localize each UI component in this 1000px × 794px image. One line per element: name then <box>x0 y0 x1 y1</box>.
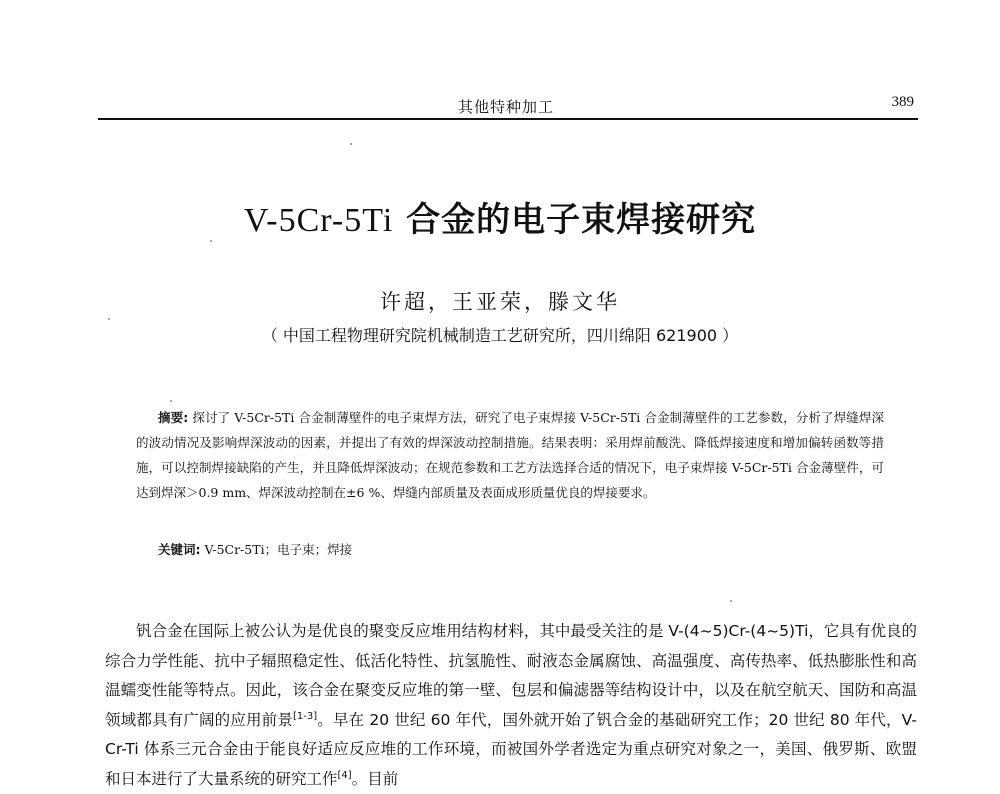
scan-speck <box>210 240 212 242</box>
page-number: 389 <box>891 94 914 110</box>
abstract <box>136 405 884 505</box>
scan-speck <box>170 400 172 402</box>
keywords <box>158 540 352 558</box>
affiliation: （ 中国工程物理研究院机械制造工艺研究所，四川绵阳 621900 ） <box>261 326 739 345</box>
keywords-text: V-5Cr-5Ti；电子束；焊接 <box>200 542 353 557</box>
scan-speck <box>730 600 732 602</box>
running-header <box>98 96 918 120</box>
section-title: 其他特种加工 <box>458 98 555 116</box>
body-text <box>105 617 917 794</box>
body-paragraph <box>105 617 917 794</box>
title-cjk: 合金的电子束焊接研究 <box>393 200 757 240</box>
citation-2: [4] <box>337 769 352 781</box>
body-part-3: 。目前 <box>351 769 399 788</box>
title-latin: V-5Cr-5Ti <box>243 202 394 239</box>
article-title <box>0 192 1000 241</box>
abstract-text: 探讨了 V-5Cr-5Ti 合金制薄壁件的电子束焊方法，研究了电子束焊接 V-5Cr-5Ti 合金制薄壁件的工艺参数，分析了焊缝焊深的波动情况及影响焊深波动的因素，并提出了有效的焊深波动控制措施。结果表明：采用焊前酸洗、降低焊接速度和增加偏转函数等措施，可以控制焊接缺陷的产生，并且降低焊深波动；在规范参数和工艺方法选择合适的情况下，电子束焊接 V-5Cr-5Ti 合金薄壁件，可达到焊深＞0.9 mm、焊深波动控制在±6 %、焊缝内部质量及表面成形质量优良的焊接要求。 <box>136 410 885 500</box>
body-part-1: 钒合金在国际上被公认为是优良的聚变反应堆用结构材料，其中最受关注的是 V-(4~5)Cr-(4~5)Ti，它具有优良的综合力学性能、抗中子辐照稳定性、低活化特性、抗氢脆性、耐液态金属腐蚀、高温强度、高传热率、低热膨胀性和高温蠕变性能等特点。因此，该合金在聚变反应堆的第一壁、包层和偏滤器等结构设计中，以及在航空航天、国防和高温领域都具有广阔的应用前景 <box>105 622 917 729</box>
scan-speck <box>350 143 352 145</box>
authors: 许超，王亚荣，滕文华 <box>380 290 620 314</box>
keywords-label: 关键词: <box>158 542 201 557</box>
body-part-2: 。早在 20 世纪 60 年代，国外就开始了钒合金的基础研究工作；20 世纪 80 年代，V-Cr-Ti 体系三元合金由于能良好适应反应堆的工作环境，而被国外学者选定为重点研究对象之一，美国、俄罗斯、欧盟和日本进行了大量系统的研究工作 <box>105 710 917 788</box>
scan-speck <box>108 318 110 320</box>
citation-1: [1-3] <box>293 710 318 722</box>
abstract-label: 摘要: <box>158 410 189 425</box>
